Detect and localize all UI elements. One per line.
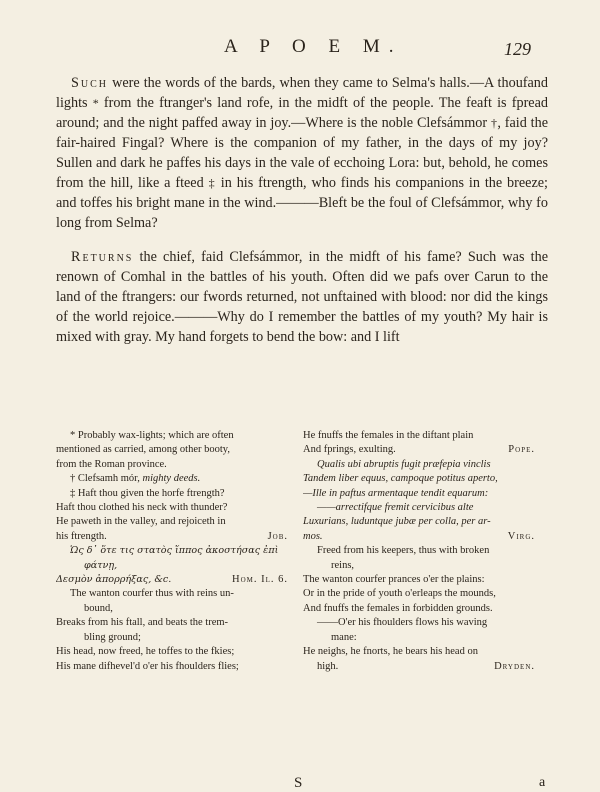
verse-line: reins, — [331, 559, 355, 571]
text-run: , faid the fair-haired Fingal? Where is the companion of my father, in the days of my joy? Sullen and dark he paffes his days in the vale of ecchoing Lora: but, behold, he comes from the hill, like a fteed — [56, 115, 549, 191]
verse-line: And fnuffs the females in forbidden grounds. — [303, 602, 493, 614]
text-run: were the words of the bards, when they came to Selma's halls.—A thoufand lights — [56, 75, 548, 111]
verse-line — [303, 443, 535, 457]
verse-line: Freed from his keepers, thus with broken — [317, 545, 490, 557]
citation: Hom. Il. 6. — [231, 574, 288, 586]
latin-line: Tandem liber equus, campoque potitus aperto, — [303, 473, 498, 485]
verse-line: He fnuffs the females in the diftant plain — [303, 430, 474, 441]
greek-quote-line: Ὡς δ᾽ ὅτε τις στατὸς ἵππος ἀκοστήσας ἐπὶ — [70, 545, 279, 557]
verse-line: His head, now freed, he toffes to the fkies; — [56, 646, 235, 658]
main-text — [56, 73, 548, 361]
text-run: in his ftrength, who finds his companions in the breeze; and toffes his bright mane in the wind.———Bleft be the foul of Clefsámmor, why fo long from Selma? — [56, 175, 549, 231]
text-run: the chief, faid Clefsámmor, in the midft of his fame? Such was the renown of Comhal in the battles of his youth. Often did we pafs over Carun to the land of the ftrangers: our fwords returned, not unftained with blood: nor did the kings of the world rejoice.———Why do I remember the battles of my youth? My hair is mixed with gray. My hand forgets to bend the bow: and I lift — [56, 249, 548, 345]
footnote-line: * Probably wax-lights; which are often — [70, 430, 234, 441]
footnote-gloss: mighty deeds. — [142, 473, 201, 485]
latin-text: mos. — [303, 530, 323, 542]
greek-quote-text: Δεσμὸν ἀπορρήξας, &c. — [56, 574, 172, 586]
footnote-column-right — [303, 429, 535, 674]
page-number: 129 — [504, 39, 531, 59]
verse-line: Or in the pride of youth o'erleaps the mounds, — [303, 588, 496, 600]
verse-line: Breaks from his ftall, and beats the trem- — [56, 617, 229, 629]
verse-line: mane: — [331, 631, 357, 643]
verse-line: The wanton courfer prances o'er the plains: — [303, 574, 485, 586]
citation: Pope. — [508, 444, 535, 456]
footnote-line: from the Roman province. — [56, 458, 167, 470]
paragraph-1 — [56, 73, 548, 233]
verse-line: The wanton courfer thus with reins un- — [70, 588, 234, 600]
verse-line: His mane difhevel'd o'er his fhoulders flies; — [56, 660, 239, 672]
page-footer — [0, 775, 600, 791]
citation: Job. — [267, 530, 288, 542]
latin-line: Qualis ubi abruptis fugit præfepia vinclis — [317, 458, 491, 470]
footnote-line — [56, 472, 288, 486]
footnote-line — [56, 530, 288, 544]
verse-line: He neighs, he fnorts, he bears his head on — [303, 646, 478, 658]
latin-line — [303, 530, 535, 544]
verse-line — [303, 660, 535, 674]
verse-line: bound, — [84, 602, 113, 614]
greek-quote-line: φάτνῃ, — [84, 559, 118, 571]
footnote-line: ‡ Haft thou given the horfe ftrength? — [70, 487, 225, 499]
paragraph-lead: Returns — [71, 249, 134, 265]
citation: Dryden. — [494, 660, 535, 672]
verse-line: ——O'er his fhoulders flows his waving — [317, 617, 488, 629]
latin-line: —Ille in paftus armentaque tendit equarum: — [303, 487, 489, 499]
text-run: from the ftranger's land rofe, in the midft of the people. The feaft is fpread around; and the night paffed away in joy.—Where is the noble Clefsámmor — [56, 95, 548, 131]
latin-line: Luxurians, luduntque jubæ per colla, per ar- — [303, 516, 491, 528]
catchword: a — [539, 775, 546, 790]
footnote-marker: * — [92, 96, 99, 110]
footnote-line: mentioned as carried, among other booty, — [56, 444, 230, 456]
paragraph-2 — [56, 247, 548, 347]
signature-mark: S — [294, 775, 303, 791]
running-title: A P O E M. — [224, 36, 403, 57]
paragraph-lead: Such — [71, 75, 109, 91]
footnote-line: Haft thou clothed his neck with thunder? — [56, 502, 228, 514]
footnote-text: his ftrength. — [56, 530, 107, 542]
page-header — [0, 36, 600, 66]
footnote-line: He paweth in the valley, and rejoiceth in — [56, 516, 226, 528]
verse-line: bling ground; — [84, 631, 141, 643]
citation: Virg. — [507, 530, 535, 542]
verse-text: And fprings, exulting. — [303, 444, 396, 456]
footnote-text: † Clefsamh mór, — [70, 473, 143, 485]
footnote-line — [56, 573, 288, 587]
verse-text: high. — [317, 660, 339, 672]
latin-line: ——arrectifque fremit cervicibus alte — [317, 502, 474, 514]
footnote-column-left — [56, 429, 288, 674]
footnote-marker: ‡ — [208, 176, 216, 190]
footnote-marker: † — [490, 116, 498, 130]
